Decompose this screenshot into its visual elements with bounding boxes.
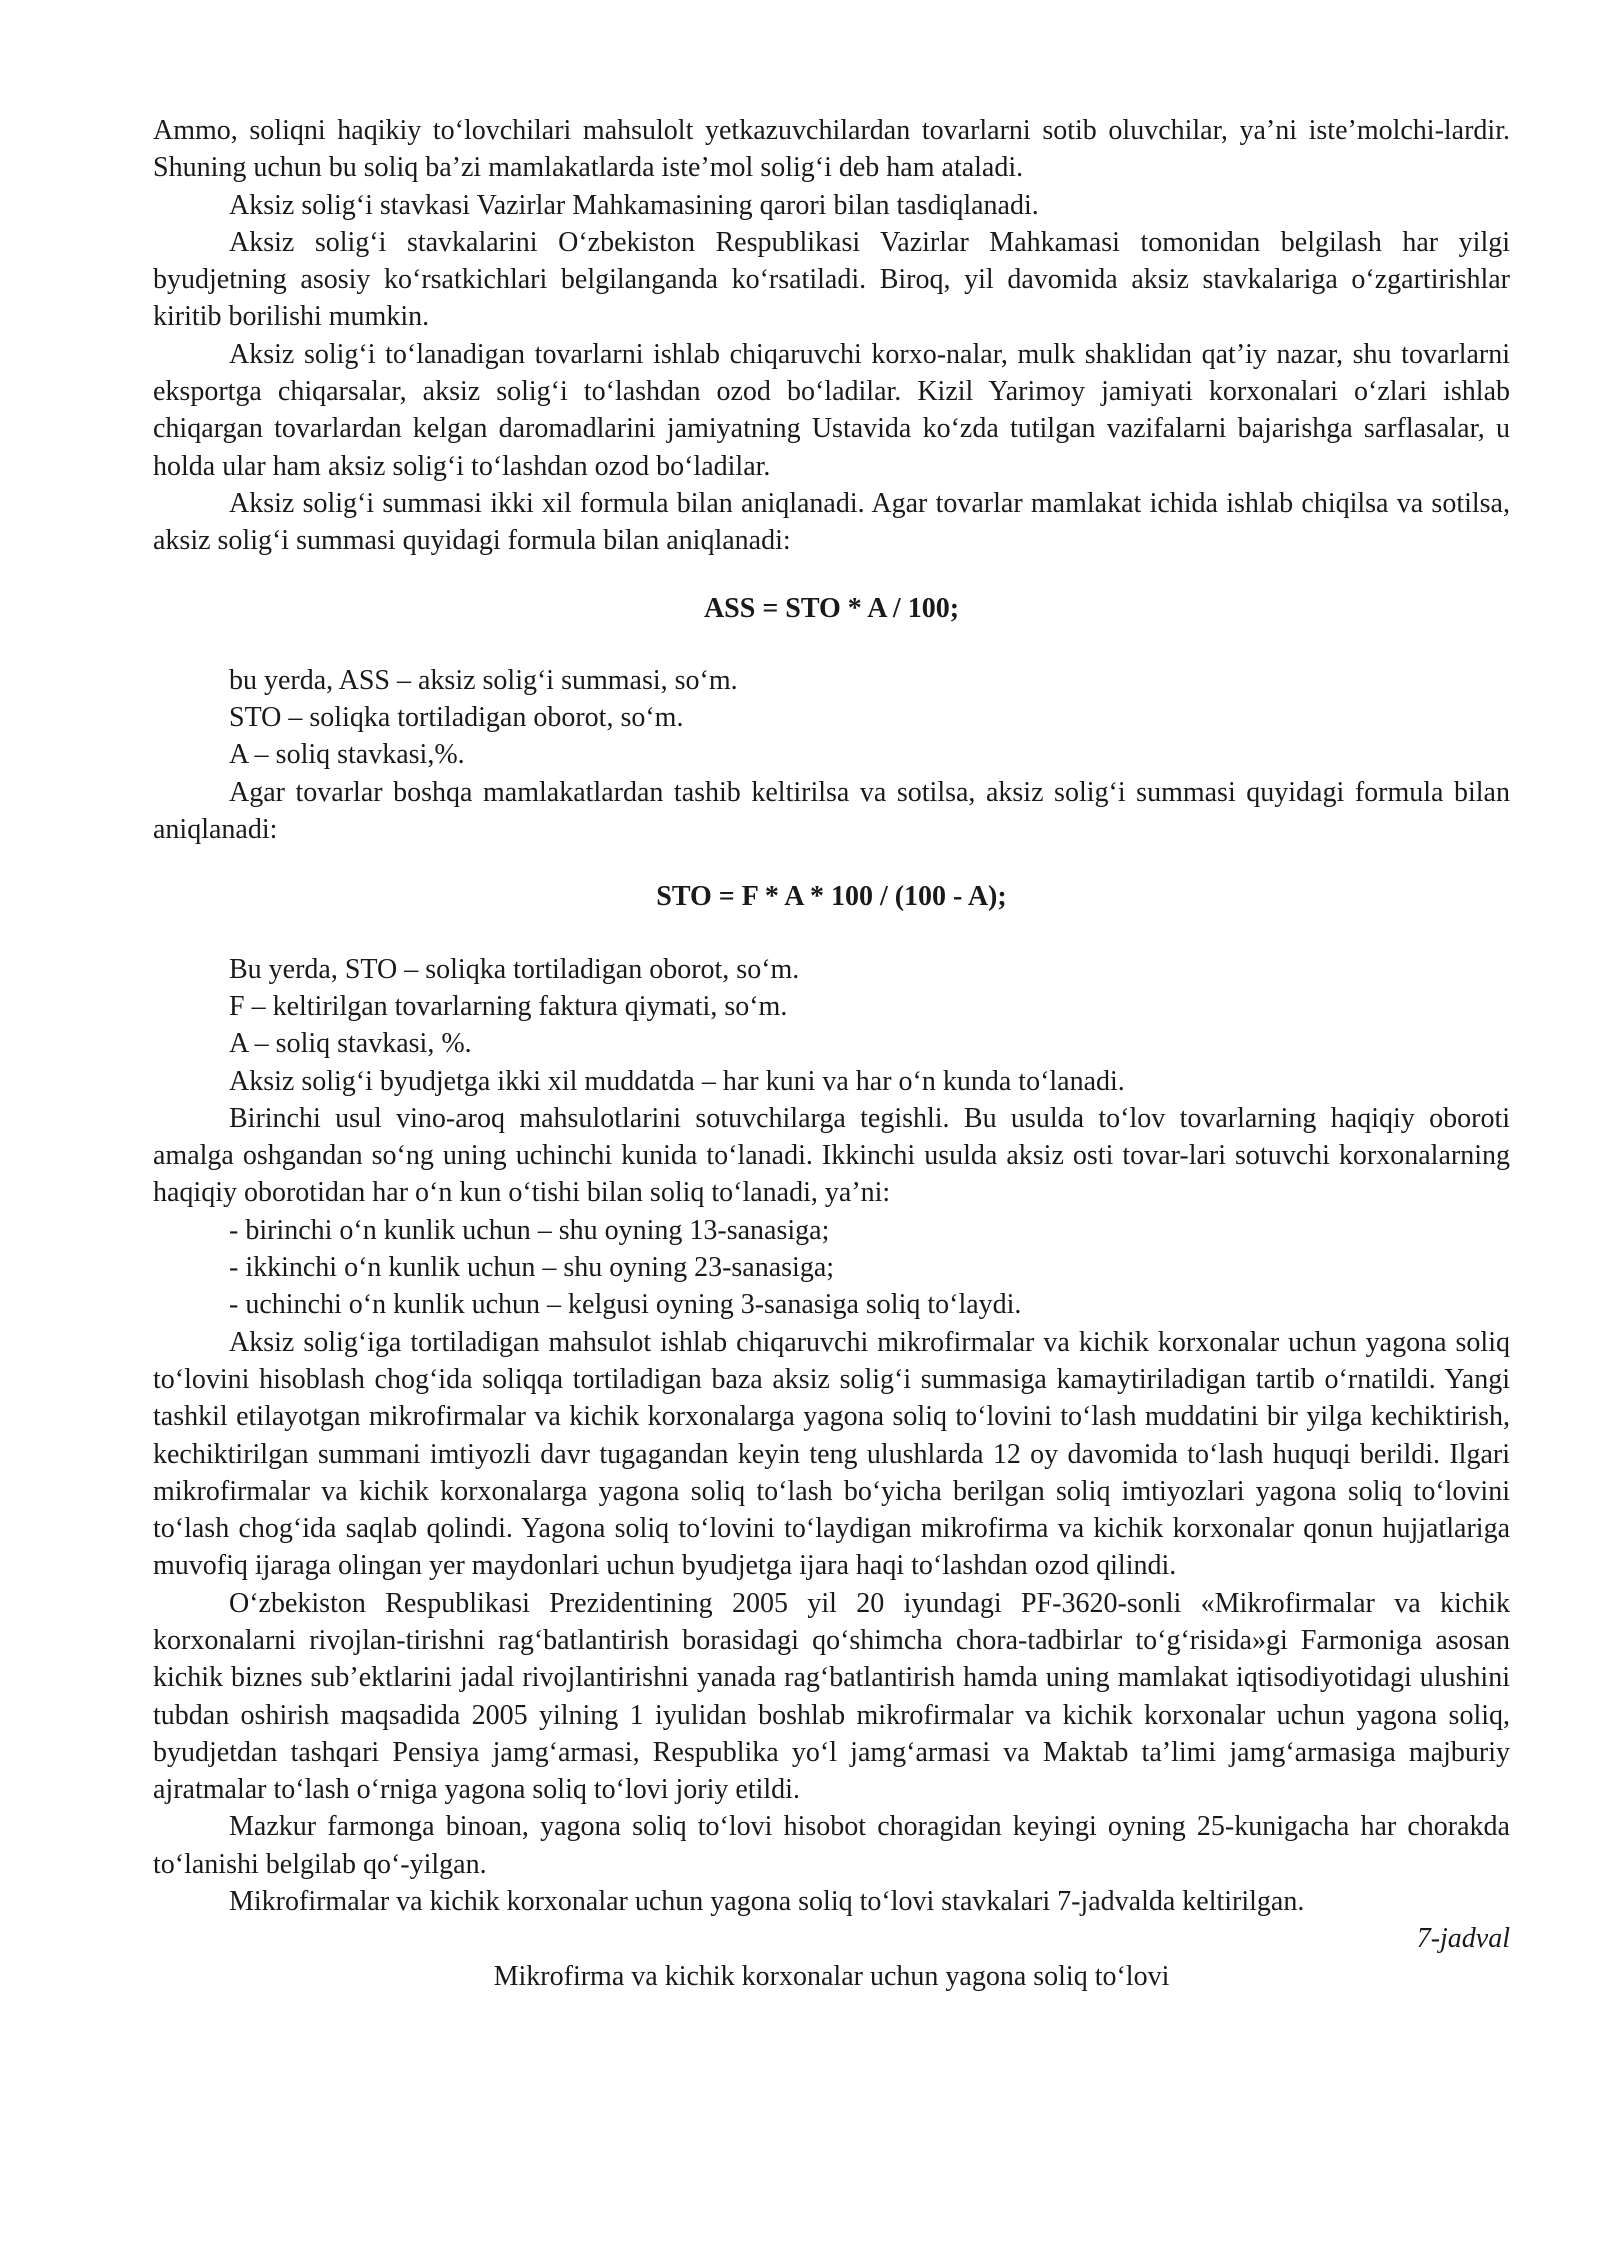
paragraph: Mazkur farmonga binoan, yagona soliq to‘lovi hisobot choragidan keyingi oyning 25-kunigacha har chorakda to‘lanishi belgilab qo‘-yilgan.	[153, 1811, 1510, 1880]
table-reference: 7-jadval	[1416, 1923, 1510, 1955]
paragraph: O‘zbekiston Respublikasi Prezidentining 2005 yil 20 iyundagi PF-3620-sonli «Mikrofirmalar va kichik korxonalarni rivojlan-tirishni rag‘batlantirish borasidagi qo‘shimcha chora-tadbirlar to‘g‘risida»gi Farmoniga asosan kichik biznes sub’ektlarini jadal rivojlantirishni yanada rag‘batlantirish hamda uning mamlakat iqtisodiyotidagi ulushini tubdan oshirish maqsadida 2005 yilning 1 iyulidan boshlab mikrofirmalar va kichik korxonalar uchun yagona soliq, byudjetdan tashqari Pensiya jamg‘armasi, Respublika yo‘l jamg‘armasi va Maktab ta’limi jamg‘armasiga majburiy ajratmalar to‘lash o‘rniga yagona soliq to‘lovi joriy etildi.	[153, 1587, 1510, 1806]
paragraph: Mikrofirmalar va kichik korxonalar uchun yagona soliq to‘lovi stavkalari 7-jadvalda keltirilgan.	[229, 1886, 1305, 1918]
paragraph: Aksiz solig‘i summasi ikki xil formula bilan aniqlanadi. Agar tovarlar mamlakat ichida ishlab chiqilsa va sotilsa, aksiz solig‘i summasi quyidagi formula bilan aniqlanadi:	[153, 487, 1510, 557]
paragraph: Agar tovarlar boshqa mamlakatlardan tashib keltirilsa va sotilsa, aksiz solig‘i summasi quyidagi formula bilan aniqlanadi:	[153, 776, 1510, 846]
formula-sto: STO = F * A * 100 / (100 - A);	[656, 881, 1007, 913]
list-item: - uchinchi o‘n kunlik uchun – kelgusi oyning 3-sanasiga soliq to‘laydi.	[229, 1289, 1022, 1321]
paragraph: Aksiz solig‘i byudjetga ikki xil muddatda – har kuni va har o‘n kunda to‘lanadi.	[229, 1065, 1125, 1097]
table-title: Mikrofirma va kichik korxonalar uchun yagona soliq to‘lovi	[493, 1960, 1170, 1992]
definition-line: A – soliq stavkasi, %.	[229, 1028, 472, 1060]
list-item: - birinchi o‘n kunlik uchun – shu oyning 13-sanasiga;	[229, 1214, 830, 1246]
definition-line: Bu yerda, STO – soliqka tortiladigan oborot, so‘m.	[229, 953, 800, 985]
definition-line: bu yerda, ASS – aksiz solig‘i summasi, so‘m.	[229, 664, 738, 696]
document-page	[153, 112, 1510, 1995]
paragraph: Ammo, soliqni haqikiy to‘lovchilari mahsulolt yetkazuvchilardan tovarlarni sotib oluvchilar, ya’ni iste’molchi-lardir. Shuning uchun bu soliq ba’zi mamlakatlarda iste’mol solig‘i deb ham ataladi.	[153, 115, 1510, 184]
list-item: - ikkinchi o‘n kunlik uchun – shu oyning 23-sanasiga;	[229, 1252, 835, 1284]
paragraph: Aksiz solig‘i stavkasi Vazirlar Mahkamasining qarori bilan tasdiqlanadi.	[229, 189, 1039, 221]
definition-line: A – soliq stavkasi,%.	[229, 739, 465, 771]
formula-ass: ASS = STO * A / 100;	[703, 592, 960, 624]
paragraph: Aksiz solig‘i stavkalarini O‘zbekiston Respublikasi Vazirlar Mahkamasi tomonidan belgilash har yilgi byudjetning asosiy ko‘rsatkichlari belgilanganda ko‘rsatiladi. Biroq, yil davomida aksiz stavkalariga o‘zgartirishlar kiritib borilishi mumkin.	[153, 226, 1510, 333]
paragraph: Aksiz solig‘i to‘lanadigan tovarlarni ishlab chiqaruvchi korxo-nalar, mulk shaklidan qat’iy nazar, shu tovarlarni eksportga chiqarsalar, aksiz solig‘i to‘lashdan ozod bo‘ladilar. Kizil Yarimoy jamiyati korxonalari o‘zlari ishlab chiqargan tovarlardan kelgan daromadlarini jamiyatning Ustavida ko‘zda tutilgan vazifalarni bajarishga sarflasalar, u holda ular ham aksiz solig‘i to‘lashdan ozod bo‘ladilar.	[153, 338, 1510, 482]
paragraph: Aksiz solig‘iga tortiladigan mahsulot ishlab chiqaruvchi mikrofirmalar va kichik korxonalar uchun yagona soliq to‘lovini hisoblash chog‘ida soliqqa tortiladigan baza aksiz solig‘i summasiga kamaytiriladigan tartib o‘rnatildi. Yangi tashkil etilayotgan mikrofirmalar va kichik korxonalarga yagona soliq to‘lovini to‘lash muddatini bir yilga kechiktirish, kechiktirilgan summani imtiyozli davr tugagandan keyin teng ulushlarda 12 oy davomida to‘lash huquqi berildi. Ilgari mikrofirmalar va kichik korxonalarga yagona soliq to‘lash bo‘yicha berilgan soliq imtiyozlari yagona soliq to‘lovini to‘lash chog‘ida saqlab qolindi. Yagona soliq to‘lovini to‘laydigan mikrofirma va kichik korxonalar qonun hujjatlariga muvofiq ijaraga olingan yer maydonlari uchun byudjetga ijara haqi to‘lashdan ozod qilindi.	[153, 1326, 1510, 1582]
definition-line: F – keltirilgan tovarlarning faktura qiymati, so‘m.	[229, 990, 788, 1022]
paragraph: Birinchi usul vino-aroq mahsulotlarini sotuvchilarga tegishli. Bu usulda to‘lov tovarlarning haqiqiy oboroti amalga oshgandan so‘ng uning uchinchi kunida to‘lanadi. Ikkinchi usulda aksiz osti tovar-lari sotuvchi korxonalarning haqiqiy oborotidan har o‘n kun o‘tishi bilan soliq to‘lanadi, ya’ni:	[153, 1102, 1510, 1209]
definition-line: STO – soliqka tortiladigan oborot, so‘m.	[229, 702, 684, 734]
